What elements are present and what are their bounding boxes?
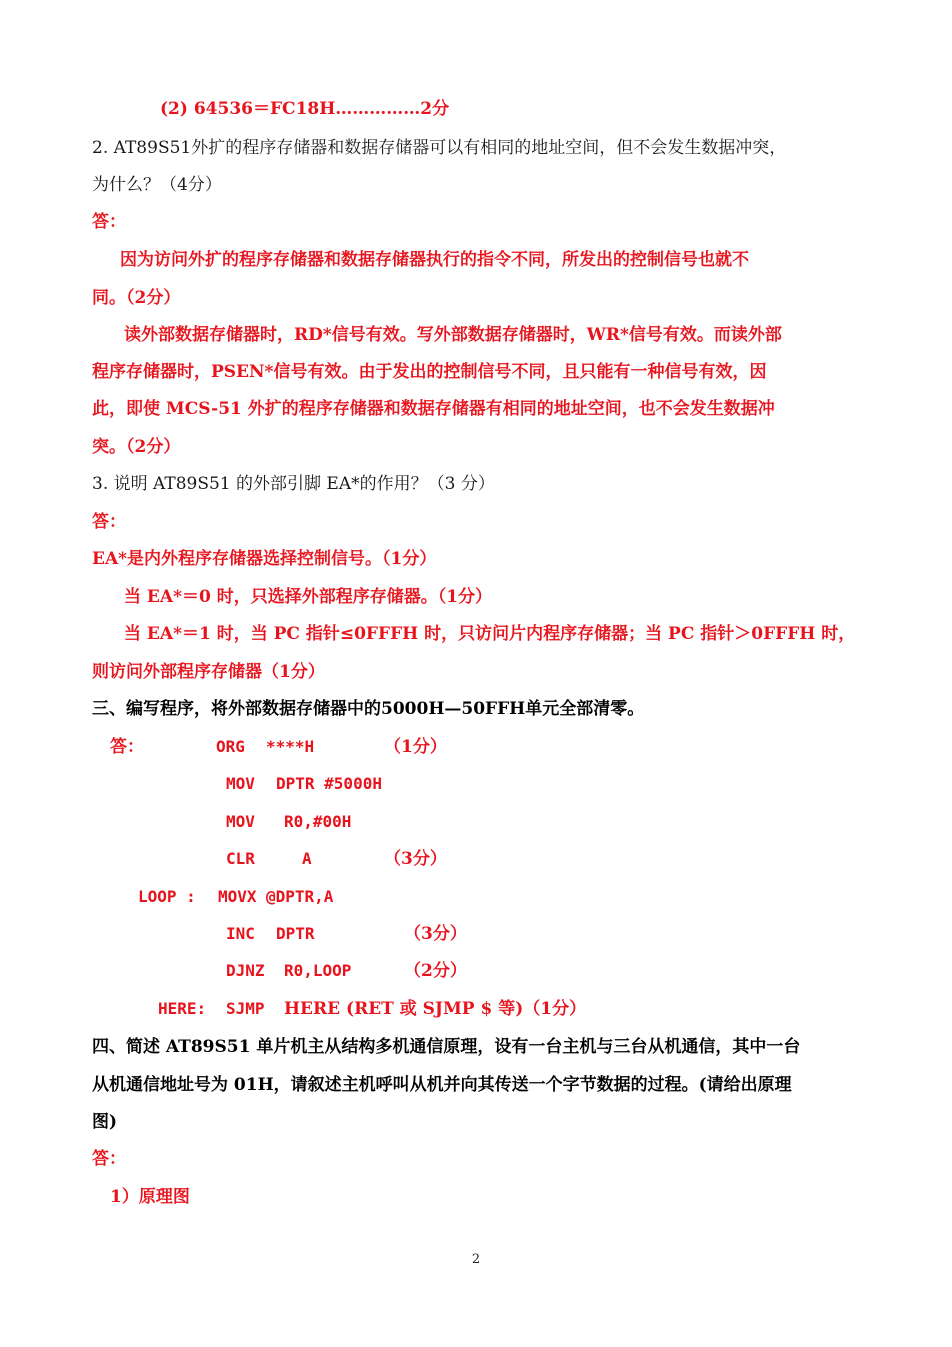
answer-2-para-1-line-1: 因为访问外扩的程序存储器和数据存储器执行的指令不同，所发出的控制信号也就不 (120, 250, 749, 270)
answer-3-line-4: 则访问外部程序存储器（1分） (92, 662, 325, 682)
answer-2-para-2-line-1: 读外部数据存储器时，RD*信号有效。写外部数据存储器时，WR*信号有效。而读外部 (124, 325, 782, 345)
code-arg: @DPTR,A (266, 887, 334, 906)
code-op: ORG (216, 737, 245, 756)
code-op: MOV (226, 774, 255, 793)
answer-3-line-3: 当 EA*＝1 时，当 PC 指针≤0FFFH 时，只访问片内程序存储器；当 PC 指针＞0FFFH 时， (124, 624, 856, 644)
answer-2-para-2-line-4: 突。（2分） (92, 437, 181, 457)
code-op: MOV (226, 812, 255, 831)
code-op: INC (226, 924, 255, 943)
answer-label: 答： (92, 212, 126, 232)
code-arg: HERE (RET 或 SJMP $ 等)（1分） (284, 999, 587, 1019)
code-op: DJNZ (226, 961, 265, 980)
code-op: SJMP (226, 999, 265, 1018)
code-score: （3分） (384, 849, 447, 869)
question-section-4-line-3: 图) (92, 1112, 118, 1132)
code-score: （3分） (404, 924, 467, 944)
page-number: 2 (471, 1252, 481, 1267)
code-arg: R0,LOOP (284, 961, 352, 980)
question-3: 3. 说明 AT89S51 的外部引脚 EA*的作用？（3 分） (92, 474, 495, 494)
question-section-4-line-1: 四、简述 AT89S51 单片机主从结构多机通信原理，设有一台主机与三台从机通信，其中一台 (92, 1037, 801, 1057)
question-2-line-1: 2. AT89S51外扩的程序存储器和数据存储器可以有相同的地址空间，但不会发生数据冲突， (92, 138, 787, 158)
answer-4-subheading: 1）原理图 (110, 1187, 190, 1207)
code-op: MOVX (218, 887, 257, 906)
code-op: CLR (226, 849, 255, 868)
answer-2-para-2-line-3: 此，即使 MCS-51 外扩的程序存储器和数据存储器有相同的地址空间，也不会发生数据冲 (92, 399, 775, 419)
code-arg: R0,#00H (284, 812, 352, 831)
code-arg: DPTR #5000H (276, 774, 382, 793)
code-arg: ****H (266, 737, 315, 756)
answer-2-para-1-line-2: 同。（2分） (92, 288, 181, 308)
answer-label: 答： (92, 1149, 126, 1169)
code-label: LOOP : (138, 887, 196, 906)
code-score: （1分） (384, 737, 447, 757)
question-section-4-line-2: 从机通信地址号为 01H，请叙述主机呼叫从机并向其传送一个字节数据的过程。(请给出原理 (92, 1075, 792, 1095)
code-arg: DPTR (276, 924, 315, 943)
code-label: HERE: (158, 999, 207, 1018)
answer-line: (2) 64536＝FC18H……………2分 (160, 99, 450, 119)
question-2-line-2: 为什么？（4分） (92, 175, 222, 195)
code-arg: A (302, 849, 312, 868)
code-score: （2分） (404, 961, 467, 981)
question-section-3: 三、编写程序，将外部数据存储器中的5000H—50FFH单元全部清零。 (92, 699, 645, 719)
answer-3-line-1: EA*是内外程序存储器选择控制信号。（1分） (92, 549, 437, 569)
answer-2-para-2-line-2: 程序存储器时，PSEN*信号有效。由于发出的控制信号不同，且只能有一种信号有效，因 (92, 362, 767, 382)
code-answer-label: 答： (110, 737, 144, 757)
answer-3-line-2: 当 EA*＝0 时，只选择外部程序存储器。（1分） (124, 587, 493, 607)
answer-label: 答： (92, 512, 126, 532)
